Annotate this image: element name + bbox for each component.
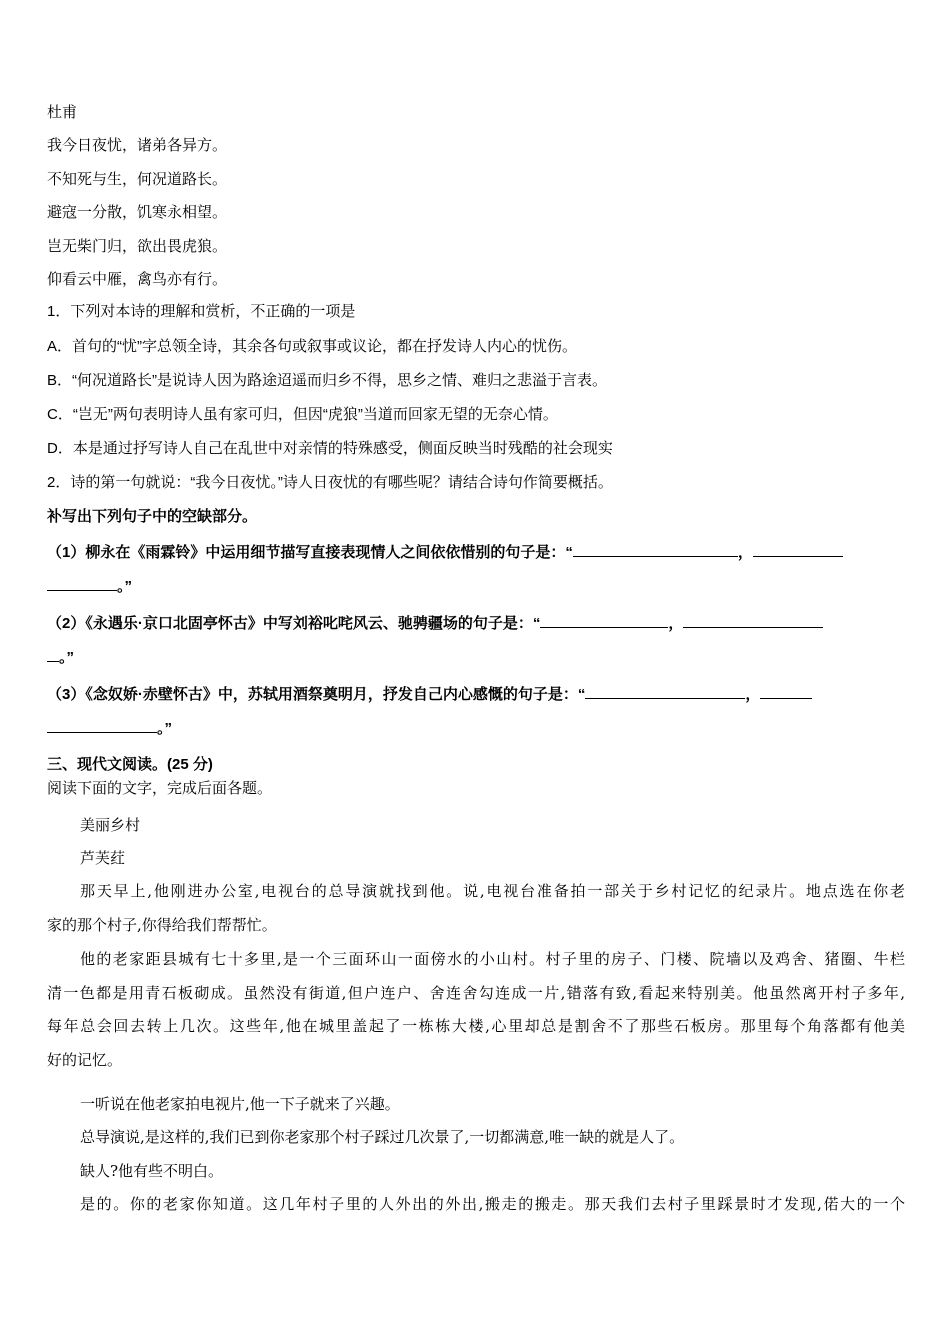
poem-line: 避寇一分散，饥寒永相望。 (47, 203, 228, 221)
blank-3b[interactable] (760, 683, 812, 699)
fill-item-3-sep: ， (745, 686, 761, 703)
article-line: 每年总会回去转上几次。这些年,他在城里盖起了一栋栋大楼,心里却总是割舍不了那些石板房。那里每个角落都有他美 (47, 1017, 905, 1035)
fill-heading: 补写出下列句子中的空缺部分。 (47, 508, 258, 525)
article-title: 美丽乡村 (80, 816, 141, 834)
fill-item-3 (47, 683, 812, 705)
question-1: 1．下列对本诗的理解和赏析，不正确的一项是 (47, 303, 356, 320)
blank-2b[interactable] (683, 612, 823, 628)
fill-item-2-end: 。” (59, 649, 75, 666)
question-2: 2．诗的第一句就说：“我今日夜忧。”诗人日夜忧的有哪些呢？请结合诗句作简要概括。 (47, 474, 613, 491)
section3-heading: 三、现代文阅读。(25 分) (47, 756, 213, 773)
poem-line: 岂无柴门归，欲出畏虎狼。 (47, 237, 228, 255)
poem-line: 不知死与生，何况道路长。 (47, 170, 228, 188)
fill-item-1-cont (47, 575, 132, 597)
option-a: A．首句的“忧”字总领全诗，其余各句或叙事或议论，都在抒发诗人内心的忧伤。 (47, 338, 577, 355)
article-line: 总导演说,是这样的,我们已到你老家那个村子踩过几次景了,一切都满意,唯一缺的就是人了。 (80, 1128, 685, 1146)
fill-item-2 (47, 612, 823, 634)
fill-item-1-sep: ， (737, 544, 753, 561)
blank-3b-cont[interactable] (47, 717, 157, 733)
fill-item-1 (47, 541, 843, 563)
fill-item-1-end: 。” (117, 578, 133, 595)
blank-3a[interactable] (585, 683, 745, 699)
fill-item-3-cont (47, 717, 172, 739)
fill-item-3-prefix: （3）《念奴娇·赤壁怀古》中，苏轼用酒祭奠明月，抒发自己内心感慨的句子是：“ (47, 686, 586, 703)
article-line: 清一色都是用青石板砌成。虽然没有街道,但户连户、舍连舍勾连成一片,错落有致,看起来特别美。他虽然离开村子多年, (47, 984, 905, 1002)
article-line: 那天早上,他刚进办公室,电视台的总导演就找到他。说,电视台准备拍一部关于乡村记忆的纪录片。地点选在你老 (80, 882, 905, 900)
article-line: 是的。你的老家你知道。这几年村子里的人外出的外出,搬走的搬走。那天我们去村子里踩景时才发现,偌大的一个 (80, 1195, 905, 1213)
fill-item-2-prefix: （2）《永遇乐·京口北固亭怀古》中写刘裕叱咤风云、驰骋疆场的句子是：“ (47, 615, 541, 632)
section3-instruction: 阅读下面的文字，完成后面各题。 (47, 780, 273, 797)
blank-2a[interactable] (540, 612, 668, 628)
blank-2b-cont[interactable] (47, 646, 59, 662)
poem-line: 仰看云中雁，禽鸟亦有行。 (47, 270, 228, 288)
fill-item-1-prefix: （1）柳永在《雨霖铃》中运用细节描写直接表现情人之间依依惜别的句子是：“ (47, 544, 573, 561)
article-line: 家的那个村子,你得给我们帮帮忙。 (47, 916, 277, 934)
poem-line: 我今日夜忧，诸弟各异方。 (47, 136, 228, 154)
poem-author: 杜甫 (47, 103, 78, 121)
fill-item-3-end: 。” (157, 720, 173, 737)
article-line: 好的记忆。 (47, 1051, 123, 1069)
fill-item-2-sep: ， (668, 615, 684, 632)
blank-1b[interactable] (753, 541, 843, 557)
option-c: C．“岂无”两句表明诗人虽有家可归，但因“虎狼”当道而回家无望的无奈心情。 (47, 406, 558, 423)
fill-item-2-cont (47, 646, 74, 668)
option-d: D．本是通过抒写诗人自己在乱世中对亲情的特殊感受，侧面反映当时残酷的社会现实 (47, 440, 613, 457)
article-author: 芦芙荭 (80, 849, 126, 867)
article-line: 一听说在他老家拍电视片,他一下子就来了兴趣。 (80, 1095, 400, 1113)
blank-1b-cont[interactable] (47, 575, 117, 591)
article-line: 缺人?他有些不明白。 (80, 1162, 224, 1180)
article-line: 他的老家距县城有七十多里,是一个三面环山一面傍水的小山村。村子里的房子、门楼、院墙以及鸡舍、猪圈、牛栏 (80, 950, 905, 968)
option-b: B．“何况道路长”是说诗人因为路途迢遥而归乡不得，思乡之情、难归之悲溢于言表。 (47, 372, 607, 389)
blank-1a[interactable] (573, 541, 738, 557)
